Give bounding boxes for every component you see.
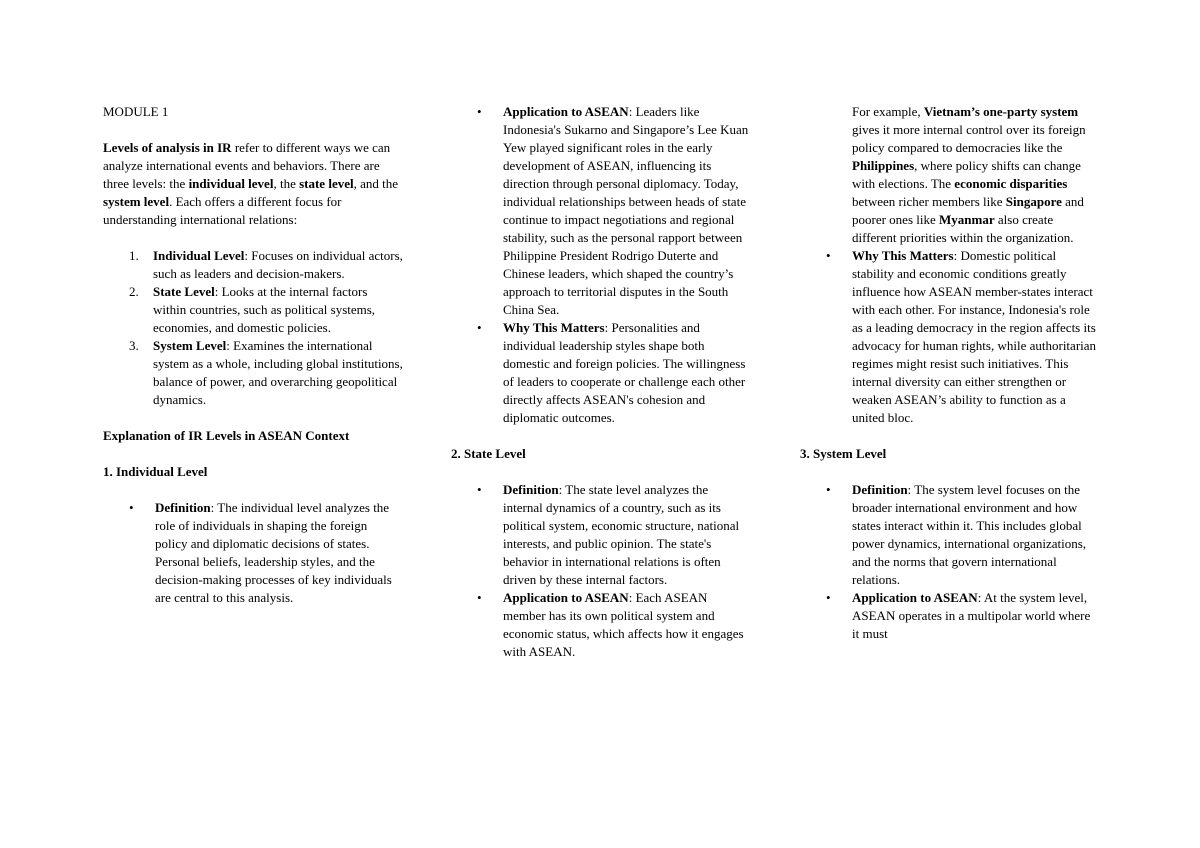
definition-text: : The individual level analyzes the role of individuals in shaping the foreign policy and diplomatic decisions of states. Personal beliefs, leadership styles, and the decision-making processes of key individuals are central to this analysis.	[155, 500, 392, 605]
cont-bold-4: Singapore	[1005, 194, 1062, 209]
list-item	[451, 103, 751, 319]
cont-text-1: For example,	[852, 104, 924, 119]
application-label: Application to ASEAN	[852, 590, 978, 605]
levels-list	[103, 247, 403, 409]
application-text: : Each ASEAN member has its own political system and economic status, which affects how it engages with ASEAN.	[503, 590, 744, 659]
cont-text-2: gives it more internal control over its foreign policy compared to democracies like the	[852, 122, 1086, 155]
heading-state-level: 2. State Level	[451, 446, 526, 461]
bullet-icon: •	[477, 590, 482, 605]
definition-label: Definition	[155, 500, 211, 515]
level-label: State Level	[153, 284, 215, 299]
bullet-icon: •	[477, 320, 482, 335]
cont-text-5: and poorer ones like	[852, 194, 1084, 227]
list-item	[451, 589, 751, 661]
cont-text-4: between richer members like	[852, 194, 1006, 209]
intro-bold-4: system level	[103, 194, 170, 209]
list-number: 1.	[129, 248, 139, 263]
application-label: Application to ASEAN	[503, 104, 629, 119]
list-item	[451, 319, 751, 427]
heading-system-level: 3. System Level	[800, 446, 887, 461]
cont-bold-1: Vietnam’s one-party system	[923, 104, 1079, 119]
definition-label: Definition	[503, 482, 559, 497]
why-label: Why This Matters	[503, 320, 605, 335]
column-3	[800, 103, 1100, 643]
intro-text-3: , and the	[353, 176, 399, 191]
intro-text-4: . Each offers a different focus for understanding international relations:	[103, 194, 342, 227]
intro-bold-2: individual level	[188, 176, 274, 191]
bullet-icon: •	[129, 500, 134, 515]
module-title: MODULE 1	[103, 104, 169, 119]
definition-text: : The system level focuses on the broader international environment and how states interact within it. This includes global power dynamics, international organizations, and the norms that govern international relations.	[852, 482, 1087, 587]
bullet-icon: •	[826, 248, 831, 263]
bullet-icon: •	[826, 590, 831, 605]
individual-bullets	[103, 499, 403, 607]
list-number: 3.	[129, 338, 139, 353]
level-text: : Looks at the internal factors within countries, such as political systems, economies, and domestic policies.	[153, 284, 376, 335]
list-item	[103, 283, 403, 337]
cont-text-3: , where policy shifts can change with elections. The	[852, 158, 1081, 191]
application-text: : Leaders like Indonesia's Sukarno and Singapore’s Lee Kuan Yew played significant roles in the early development of ASEAN, influencing its direction through personal diplomacy. Today, individual relationships between heads of state continue to impact negotiations and regional stability, such as the personal rapport between Philippine President Rodrigo Duterte and Chinese leaders, which shaped the country’s approach to territorial disputes in the South China Sea.	[503, 104, 749, 317]
why-text: : Domestic political stability and economic conditions greatly influence how ASEAN member-states interact with each other. For instance, Indonesia's role as a leading democracy in the region affects its advocacy for human rights, while authoritarian regimes might resist such initiatives. This internal diversity can either strengthen or weaken ASEAN’s ability to function as a united bloc.	[852, 248, 1097, 425]
list-item	[103, 337, 403, 409]
level-label: Individual Level	[153, 248, 245, 263]
system-bullets	[800, 481, 1100, 643]
list-item	[800, 481, 1100, 589]
cont-bold-3: economic disparities	[954, 176, 1068, 191]
state-bullets	[451, 481, 751, 661]
level-text: : Examines the international system as a whole, including global institutions, balance of power, and overarching geopolitical dynamics.	[153, 338, 403, 407]
level-label: System Level	[153, 338, 227, 353]
individual-bullets-cont	[451, 103, 751, 427]
application-label: Application to ASEAN	[503, 590, 629, 605]
column-2	[451, 103, 751, 661]
state-application-continued	[800, 103, 1100, 247]
heading-explanation: Explanation of IR Levels in ASEAN Context	[103, 428, 350, 443]
state-bullets-cont	[800, 247, 1100, 427]
intro-bold-1: Levels of analysis in IR	[103, 140, 232, 155]
level-text: : Focuses on individual actors, such as leaders and decision-makers.	[153, 248, 403, 281]
cont-bold-2: Philippines	[852, 158, 915, 173]
column-1	[103, 103, 403, 607]
list-item	[451, 481, 751, 589]
application-text: : At the system level, ASEAN operates in a multipolar world where it must	[852, 590, 1091, 641]
intro-paragraph	[103, 139, 403, 229]
bullet-icon: •	[477, 104, 482, 119]
cont-bold-5: Myanmar	[939, 212, 995, 227]
list-item	[103, 499, 403, 607]
intro-text-1: refer to different ways we can analyze international events and behaviors. There are three levels: the	[103, 140, 391, 191]
intro-bold-3: state level	[299, 176, 354, 191]
list-item	[800, 247, 1100, 427]
list-item	[800, 589, 1100, 643]
definition-label: Definition	[852, 482, 908, 497]
list-item	[103, 247, 403, 283]
intro-text-2: , the	[273, 176, 300, 191]
cont-text-6: also create different priorities within the organization.	[852, 212, 1074, 245]
bullet-icon: •	[826, 482, 831, 497]
why-text: : Personalities and individual leadership styles shape both domestic and foreign policies. The willingness of leaders to cooperate or challenge each other directly affects ASEAN's cohesion and diplomatic outcomes.	[503, 320, 746, 425]
why-label: Why This Matters	[852, 248, 954, 263]
definition-text: : The state level analyzes the internal dynamics of a country, such as its political system, economic structure, national interests, and public opinion. The state's behavior in international relations is often driven by these internal factors.	[503, 482, 740, 587]
bullet-icon: •	[477, 482, 482, 497]
heading-individual-level: 1. Individual Level	[103, 464, 208, 479]
list-number: 2.	[129, 284, 139, 299]
